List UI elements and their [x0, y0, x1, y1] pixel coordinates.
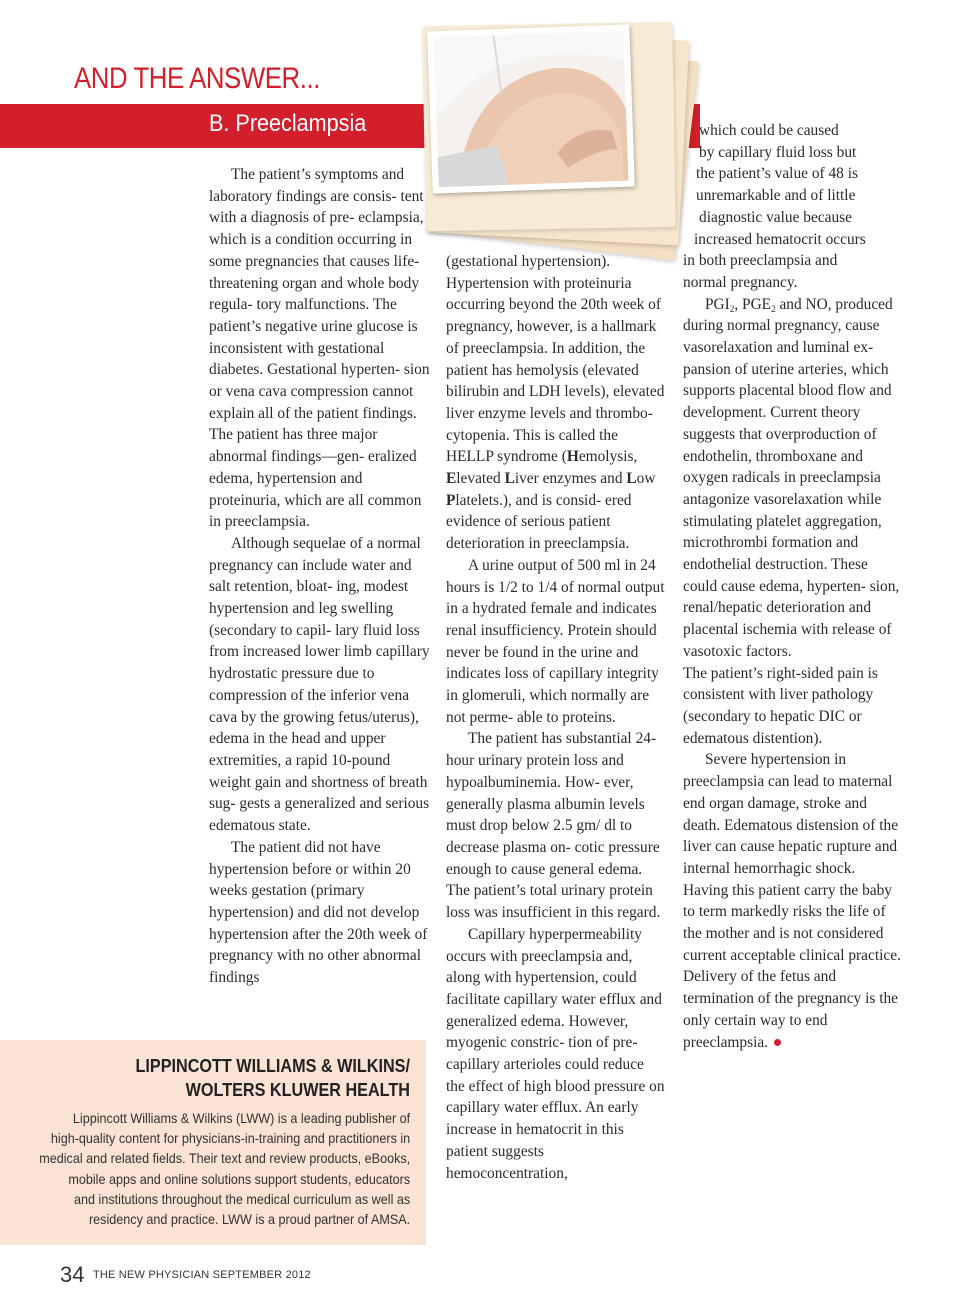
answer-text: B. Preeclampsia [209, 110, 367, 137]
section-heading: AND THE ANSWER... [74, 62, 320, 95]
folder-photo-stack [418, 16, 688, 246]
paragraph: The patient’s symptoms and laboratory findings are consis- tent with a diagnosis of pre- eclampsia, which is a condition occurring in some pregnancies that causes life-threatening organ and whole body regula- tory malfunctions. The patient’s negative urine glucose is inconsistent with gestational diabetes. Gestational hyperten- sion or vena cava compression cannot explain all of the patient findings. The patient has three major abnormal findings—gen- eralized edema, hypertension and proteinuria, which are all common in preeclampsia. [209, 166, 430, 531]
page-footer [60, 1262, 311, 1288]
paragraph: The patient did not have hypertension before or within 20 weeks gestation (primary hypertension) and did not develop hypertension after the 20th week of pregnancy with no other abnormal findings [209, 838, 428, 987]
paragraph: A urine output of 500 ml in 24 hours is 1/2 to 1/4 of normal output in a hydrated female and indicates renal insufficiency. Protein should never be found in the urine and indicates loss of capillary integrity in glomeruli, which normally are not perme- able to proteins. [446, 556, 665, 726]
paragraph: which could be caused by capillary fluid loss but the patient’s value of 48 is unremarkable and of little diagnostic value because increased hematocrit occurs in both preeclampsia and normal pregnancy. [683, 122, 866, 291]
sidebar-body: Lippincott Williams & Wilkins (LWW) is a leading publisher of high-quality content for physicians-in-training and practitioners in medical and related fields. Their text and review products, eBooks, mobile apps and online solutions support students, educators and institutions throughout the medical curriculum as well as residency and practice. LWW is a proud partner of AMSA. [39, 1110, 411, 1228]
magazine-issue: THE NEW PHYSICIAN SEPTEMBER 2012 [92, 1269, 311, 1281]
end-of-article-icon [774, 1039, 781, 1046]
paragraph: The patient has substantial 24-hour urinary protein loss and hypoalbuminemia. How- ever, generally plasma albumin levels must drop below 2.5 gm/ dl to decrease plasma on- cotic pressure enough to cause general edema. The patient’s total urinary protein loss was insufficient in this regard. [446, 730, 661, 922]
article-column-2 [446, 251, 666, 1184]
pregnant-belly-photo-icon [427, 25, 635, 194]
paragraph: (gestational hypertension). Hypertension with proteinuria occurring beyond the 20th week of pregnancy, however, is a hallmark of preeclampsia. In addition, the patient has hemolysis (elevated bilirubin and LDH levels), elevated liver enzyme levels and thrombo- cytopenia. This is called the HELLP syndrome (Hemolysis, Elevated Liver enzymes and Low Platelets.), and is consid- ered evidence of serious patient deterioration in preeclampsia. [446, 253, 665, 553]
paragraph: $PGI_2$, $PGE_2$ and NO, produced during normal pregnancy, cause vasorelaxation and luminal ex- pansion of uterine arteries, which supports placental blood flow and development. Current theory suggests that overproduction of endothelin, thromboxane and oxygen radicals in preeclampsia antagonize vasorelaxation while stimulating platelet aggregation, microthrombi formation and endothelial destruction. These could cause edema, hyperten- sion, renal/hepatic deterioration and placental ischemia with release of vasotoxic factors. The patient’s right-sided pain is consistent with liver pathology (secondary to hepatic DIC or edematous distention). [683, 295, 900, 747]
paragraph: Capillary hyperpermeability occurs with preeclampsia and, along with hypertension, could facilitate capillary water efflux and generalized edema. However, myogenic constric- tion of pre-capillary arterioles could reduce the effect of high blood pressure on capillary water efflux. An early increase in hematocrit in this patient suggests hemoconcentration, [446, 925, 665, 1182]
article-column-3 [683, 120, 903, 1053]
paragraph: Although sequelae of a normal pregnancy can include water and salt retention, bloat- ing, modest hypertension and leg swelling (secondary to capil- lary fluid loss from increased lower limb capillary hydrostatic pressure due to compression of the inferior vena cava by the growing fetus/uterus), edema in the head and upper extremities, a rapid 10-pound weight gain and shortness of breath sug- gests a generalized and serious edematous state. [209, 534, 430, 835]
publisher-sidebar [0, 1040, 426, 1245]
page-number: 34 [60, 1262, 85, 1287]
paragraph: Severe hypertension in preeclampsia can lead to maternal end organ damage, stroke and death. Edematous distension of the liver can cause hepatic rupture and internal hemorrhagic shock. Having this patient carry the baby to term markedly risks the life of the mother and is not considered current acceptable clinical practice. Delivery of the fetus and termination of the pregnancy is the only certain way to end preeclampsia. [683, 751, 901, 1051]
sidebar-title: LIPPINCOTT WILLIAMS & WILKINS/ WOLTERS KLUWER HEALTH [135, 1056, 410, 1100]
article-column-1 [209, 164, 431, 989]
